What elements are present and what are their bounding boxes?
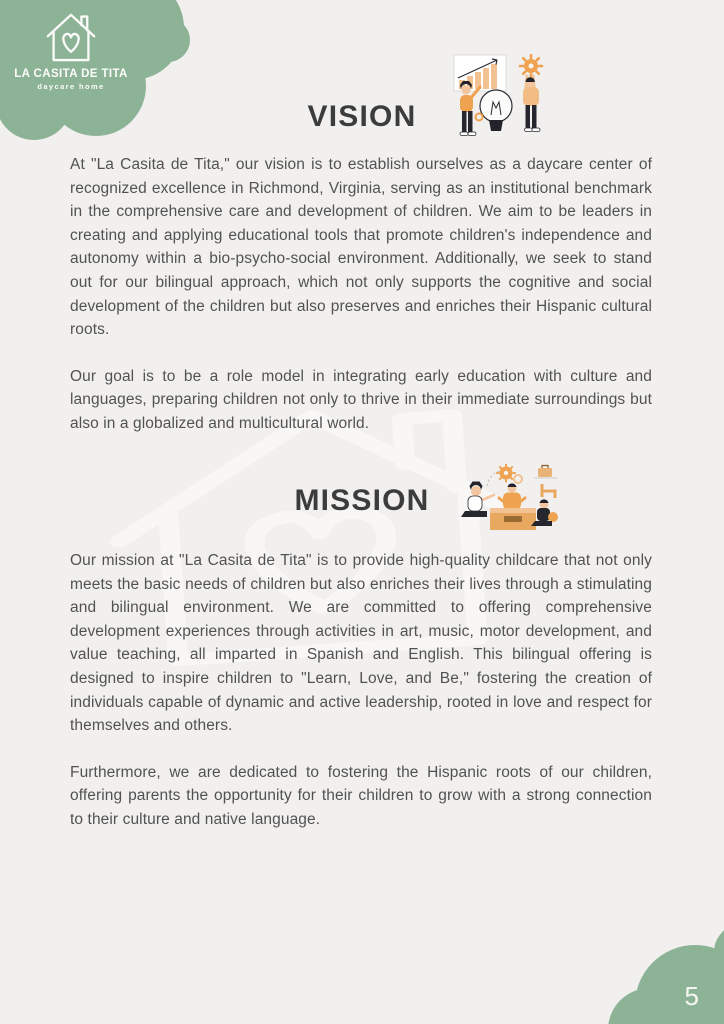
- briefcase-icon: [534, 466, 557, 479]
- person-holding-gear-figure: [520, 55, 542, 132]
- chair-icon: [542, 484, 555, 498]
- vision-body: [70, 153, 652, 459]
- mission-heading: MISSION: [294, 484, 430, 517]
- mission-paragraph-2: Furthermore, we are dedicated to fostering the Hispanic roots of our children, offering parents the opportunity for their children to grow with a strong connection to their culture and native language.: [70, 763, 652, 828]
- gears-icon: [487, 465, 522, 487]
- mission-paragraph-1: Our mission at "La Casita de Tita" is to provide high-quality childcare that not only meets the basic needs of children but also enriches their lives through a stimulating and bilingual environment. We are committed to offering comprehensive development experiences through activities in art, music, motor development, and value teaching, all imparted in Spanish and English. This bilingual offering is designed to inspire children to "Learn, Love, and Be," fostering the creation of individuals capable of dynamic and active leadership, rooted in love and respect for themselves and others.: [70, 552, 652, 735]
- logo-title: LA CASITA DE TITA: [14, 68, 128, 80]
- vision-illustration: [441, 54, 546, 139]
- house-heart-icon: [41, 9, 101, 67]
- lightbulb-icon: [480, 90, 512, 131]
- small-gear-icon: [476, 114, 483, 121]
- vision-paragraph-2: Our goal is to be a role model in integrating early education with culture and languages, preparing children not only to thrive in their immediate surroundings but also in a globalized and multicultural world.: [70, 367, 652, 432]
- person-center-figure: [499, 483, 525, 509]
- vision-paragraph-1: At "La Casita de Tita," our vision is to establish ourselves as a daycare center of recognized excellence in Richmond, Virginia, serving as an institutional benchmark in the comprehensive care and development of children. We aim to be leaders in creating and applying educational tools that promote children's independence and autonomy within a bio-psycho-social environment. Additionally, we seek to stand out for our bilingual approach, which not only supports the cognitive and social development of the children but also preserves and enriches their Hispanic cultural roots.: [70, 156, 652, 339]
- brand-logo: [10, 9, 132, 91]
- mission-body: [70, 549, 652, 855]
- mission-box: [490, 508, 536, 530]
- logo-subtitle: daycare home: [37, 82, 105, 91]
- corner-cloud-bottom-right: [594, 894, 724, 1024]
- vision-heading: VISION: [307, 100, 417, 133]
- mission-illustration: [456, 464, 561, 536]
- person-left-figure: [461, 482, 494, 518]
- person-pointing-figure: [460, 81, 480, 136]
- page-number: 5: [684, 981, 699, 1011]
